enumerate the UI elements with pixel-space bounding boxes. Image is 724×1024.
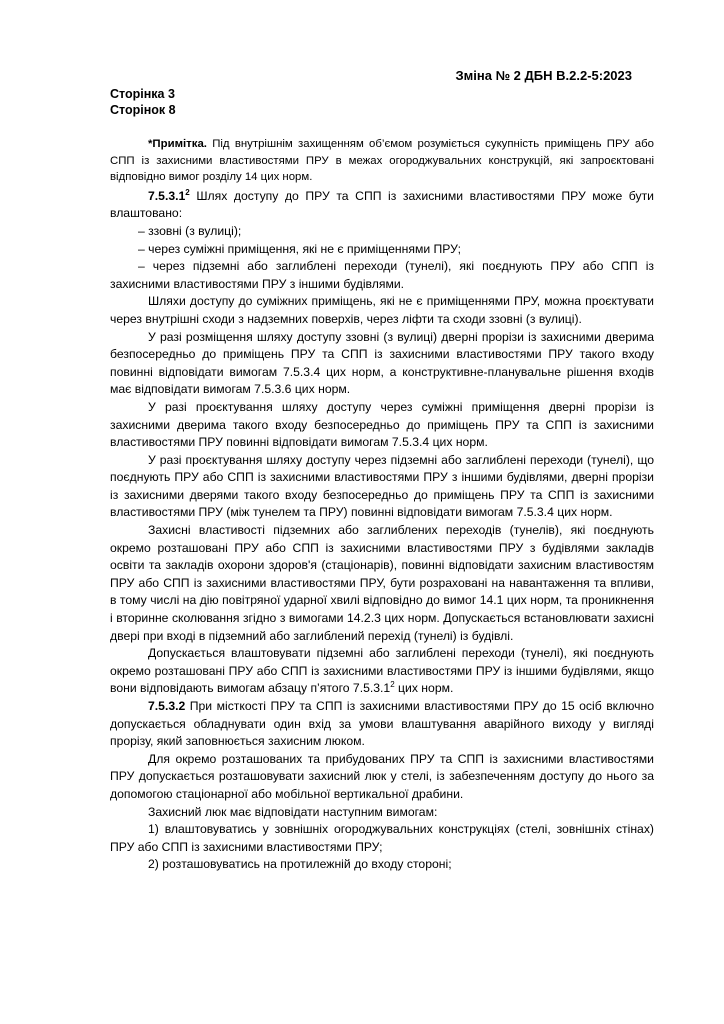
document-body: [110, 136, 654, 874]
note-text: Під внутрішнім захищенням об’ємом розуміється сукупність приміщень ПРУ або СПП із захисними властивостями ПРУ в межах огороджувальних конструкцій, які запроєктовані відповідно вимог розділу 14 цих норм.: [110, 138, 654, 184]
clause-text: Шлях доступу до ПРУ та СПП із захисними властивостями ПРУ може бути влаштовано:: [110, 188, 654, 221]
paragraph: Захисний люк має відповідати наступним вимогам:: [148, 804, 438, 819]
paragraph: Допускається влаштовувати підземні або заглиблені переходи (тунелі), які поєднують окремо розташовані ПРУ або СПП із захисними властивостями ПРУ із іншими будівлями, якщо вони відповідають вимогам абзацу п’ятого 7.5.3.1$^2$ цих норм.: [110, 646, 654, 696]
page-count: Сторінок 8: [110, 103, 176, 117]
paragraph: Для окремо розташованих та прибудованих ПРУ та СПП із захисними властивостями ПРУ допускається розташовувати захисний люк у стелі, із забезпеченням доступу до нього за допомогою стаціонарної або мобільної вертикальної драбини.: [110, 751, 654, 801]
document-title: Зміна № 2 ДБН В.2.2-5:2023: [455, 68, 632, 83]
paragraph: Шляхи доступу до суміжних приміщень, які не є приміщеннями ПРУ, можна проєктувати через внутрішні сходи з надземних поверхів, через ліфти та сходи ззовні (з вулиці).: [110, 294, 654, 326]
page-info: [110, 86, 176, 118]
list-item: – через підземні або заглиблені переходи (тунелі), які поєднують ПРУ або СПП із захисними властивостями ПРУ з іншими будівлями.: [110, 259, 654, 291]
paragraph: У разі проєктування шляху доступу через підземні або заглиблені переходи (тунелі), що поєднують ПРУ або СПП із захисними властивостями ПРУ з іншими будівлями, дверні прорізи із захисними дверями такого входу безпосередньо до приміщень ПРУ та СПП із захисними властивостями ПРУ (між тунелем та ПРУ) повинні відповідати вимогам 7.5.3.4 цих норм.: [110, 452, 654, 520]
list-item: – через суміжні приміщення, які не є приміщеннями ПРУ;: [138, 241, 462, 256]
clause-number: 7.5.3.1$^2$: [148, 187, 190, 203]
clause-7-5-3-2: [110, 698, 654, 751]
paragraph: У разі проєктування шляху доступу через суміжні приміщення дверні прорізи із захисними дверима такого входу безпосередньо до приміщень ПРУ та СПП із захисними властивостями ПРУ повинні відповідати вимогам 7.5.3.4 цих норм.: [110, 399, 654, 450]
note-paragraph: [110, 136, 654, 186]
paragraph: Захисні властивості підземних або заглиблених переходів (тунелів), які поєднують окремо розташовані ПРУ або СПП із захисними властивостями ПРУ з будівлями закладів освіти та закладів охорони здоров'я (стаціонарів), повинні відповідати захисним властивостям ПРУ або СПП із захисними властивостями ПРУ, бути розраховані на навантаження та впливи, в тому числі на дію повітряної ударної хвилі відповідно до вимог 14.1 цих норм, та проникнення і вторинне сколювання згідно з вимогами 14.2.3 цих норм. Допускається встановлювати захисні двері при вході в підземний або заглиблений перехід (тунелі) із будівлі.: [110, 523, 654, 643]
paragraph: У разі розміщення шляху доступу ззовні (з вулиці) дверні прорізи із захисними дверима безпосередньо до приміщень ПРУ та СПП із захисними властивостями ПРУ такого входу повинні відповідати вимогам 7.5.3.4 цих норм, а конструктивне-планувальне рішення входів має відповідати вимогам 7.5.3.6 цих норм.: [110, 329, 654, 397]
list-item: 2) розташовуватись на протилежній до входу стороні;: [148, 857, 452, 872]
note-label: *Примітка.: [148, 138, 207, 150]
clause-number: 7.5.3.2: [148, 699, 186, 713]
page-number: Сторінка 3: [110, 87, 175, 101]
list-item: 1) влаштовуватись у зовнішніх огороджувальних конструкціях (стелі, зовнішніх стінах) ПРУ або СПП із захисними властивостями ПРУ;: [110, 822, 654, 854]
list-item: – ззовні (з вулиці);: [138, 223, 242, 238]
clause-7-5-3-1-2: [110, 188, 654, 223]
clause-text: При місткості ПРУ та СПП із захисними властивостями ПРУ до 15 осіб включно допускається обладнувати один вхід за умови влаштування аварійного виходу у вигляді прорізу, який заповнюється захисним люком.: [110, 699, 654, 749]
